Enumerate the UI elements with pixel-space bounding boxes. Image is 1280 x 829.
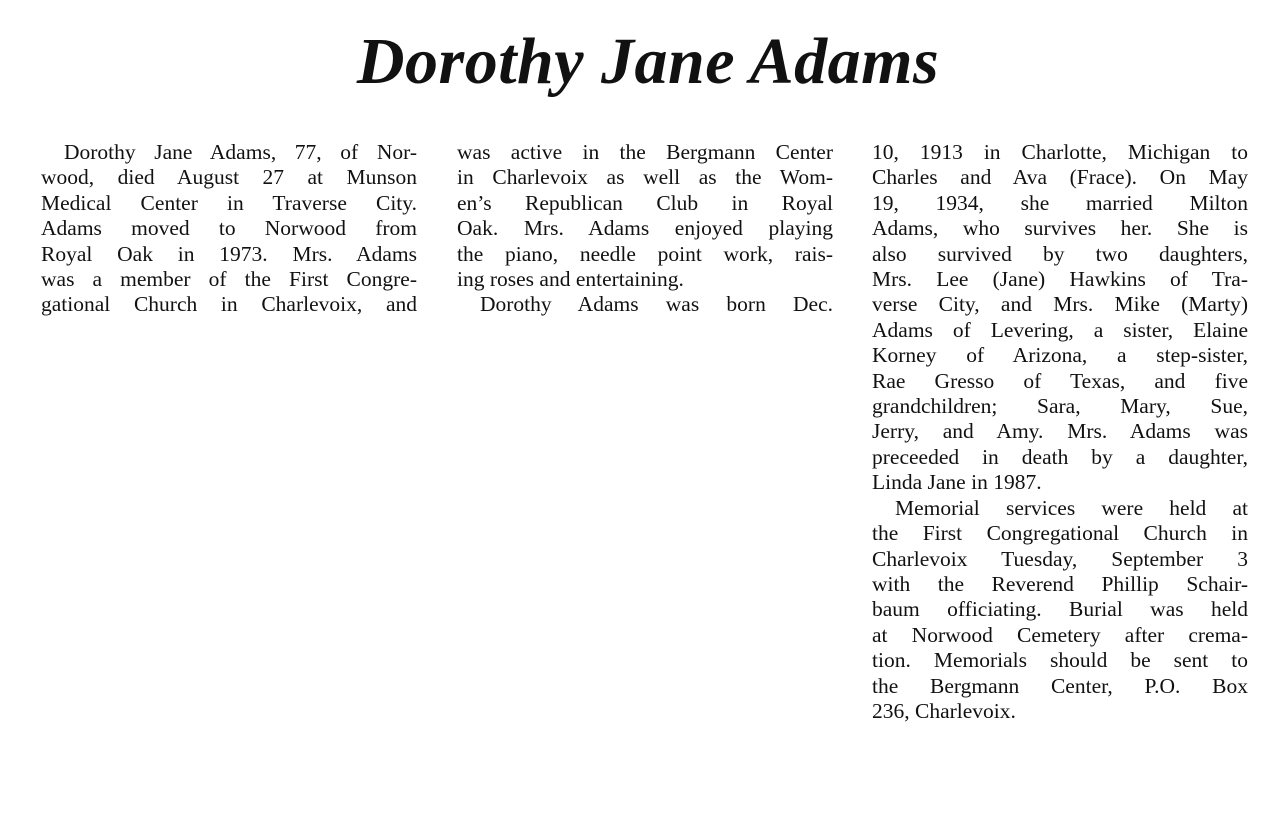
article-line: Charlevoix Tuesday, September 3 — [872, 546, 1248, 571]
article-line: Oak. Mrs. Adams enjoyed playing — [457, 216, 833, 241]
article-line: at Norwood Cemetery after crema- — [872, 622, 1248, 647]
article-line: the piano, needle point work, rais- — [457, 241, 833, 266]
article-line: Memorial services were held at — [895, 495, 1248, 520]
article-line: en’s Republican Club in Royal — [457, 190, 833, 215]
article-line: Mrs. Lee (Jane) Hawkins of Tra- — [872, 267, 1248, 292]
article-line: Adams of Levering, a sister, Elaine — [872, 317, 1248, 342]
article-column-1 — [41, 140, 417, 318]
article-line: baum officiating. Burial was held — [872, 597, 1248, 622]
article-line: tion. Memorials should be sent to — [872, 648, 1248, 673]
article-line: Korney of Arizona, a step-sister, — [872, 343, 1248, 368]
article-column-2 — [457, 140, 833, 318]
article-line: wood, died August 27 at Munson — [41, 165, 417, 190]
article-line: ing roses and entertaining. — [457, 267, 684, 292]
article-line: the First Congregational Church in — [872, 521, 1248, 546]
article-line: Royal Oak in 1973. Mrs. Adams — [41, 241, 417, 266]
article-line: Charles and Ava (Frace). On May — [872, 165, 1248, 190]
article-line: preceeded in death by a daughter, — [872, 444, 1248, 469]
article-line: grandchildren; Sara, Mary, Sue, — [872, 394, 1248, 419]
article-line: verse City, and Mrs. Mike (Marty) — [872, 292, 1248, 317]
article-line: Dorothy Adams was born Dec. — [480, 292, 833, 317]
article-line: Jerry, and Amy. Mrs. Adams was — [872, 419, 1248, 444]
article-line: gational Church in Charlevoix, and — [41, 292, 417, 317]
article-line: Adams, who survives her. She is — [872, 216, 1248, 241]
article-line: Dorothy Jane Adams, 77, of Nor- — [64, 140, 417, 164]
article-line: in Charlevoix as well as the Wom- — [457, 165, 833, 190]
article-line: 10, 1913 in Charlotte, Michigan to — [872, 140, 1248, 164]
article-line: 19, 1934, she married Milton — [872, 190, 1248, 215]
article-column-3 — [872, 140, 1248, 724]
article-line: was active in the Bergmann Center — [457, 140, 833, 164]
article-line: also survived by two daughters, — [872, 241, 1248, 266]
article-line: Adams moved to Norwood from — [41, 216, 417, 241]
article-line: Rae Gresso of Texas, and five — [872, 368, 1248, 393]
article-line: 236, Charlevoix. — [872, 698, 1016, 723]
headline: Dorothy Jane Adams — [356, 25, 940, 98]
article-line: with the Reverend Phillip Schair- — [872, 571, 1248, 596]
article-line: Medical Center in Traverse City. — [41, 190, 417, 215]
article-line: was a member of the First Congre- — [41, 267, 417, 292]
article-line: Linda Jane in 1987. — [872, 470, 1042, 495]
article-line: the Bergmann Center, P.O. Box — [872, 673, 1248, 698]
